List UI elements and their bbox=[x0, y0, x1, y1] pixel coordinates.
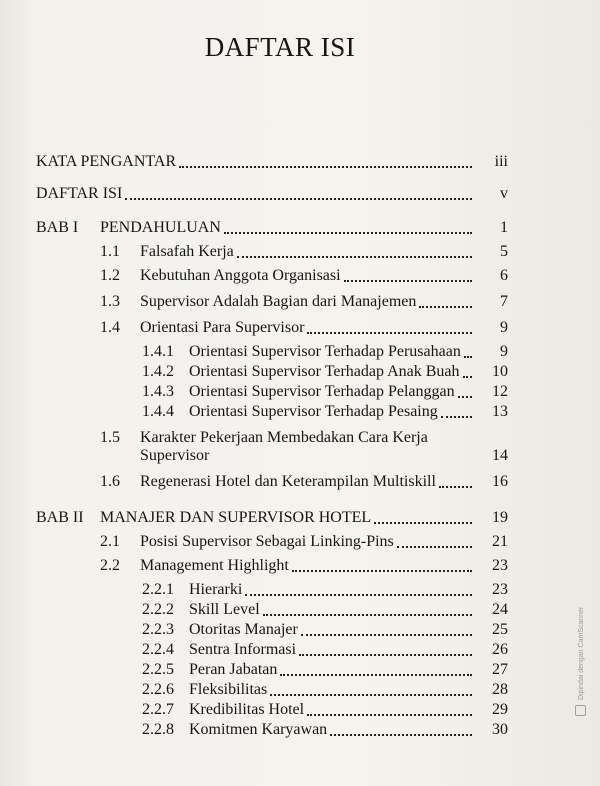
leader-dots bbox=[179, 166, 472, 168]
chapter-entry bbox=[100, 218, 508, 238]
toc-label: Fleksibilitas bbox=[189, 681, 268, 698]
subsection-number: 2.2.8 bbox=[142, 721, 174, 738]
leader-dots bbox=[463, 376, 472, 378]
toc-label: Falsafah Kerja bbox=[140, 243, 234, 260]
toc-entry bbox=[140, 292, 508, 312]
toc-page: 25 bbox=[492, 621, 508, 638]
toc-label: Orientasi Supervisor Terhadap Perusahaan bbox=[189, 343, 461, 360]
leader-dots bbox=[299, 654, 472, 656]
leader-dots bbox=[344, 280, 472, 282]
section-number: 1.4 bbox=[100, 319, 120, 336]
toc-page: 1 bbox=[500, 219, 508, 236]
toc-label: Sentra Informasi bbox=[189, 641, 297, 658]
toc-page: 24 bbox=[492, 601, 508, 618]
chapter-title: MANAJER DAN SUPERVISOR HOTEL bbox=[100, 509, 372, 526]
toc-page: 19 bbox=[492, 509, 508, 526]
toc-entry bbox=[189, 720, 508, 740]
toc-label: KATA PENGANTAR bbox=[36, 153, 177, 170]
toc-entry bbox=[189, 620, 508, 640]
leader-dots bbox=[330, 734, 472, 736]
leader-dots bbox=[307, 332, 472, 334]
leader-dots bbox=[263, 614, 472, 616]
toc-entry bbox=[189, 362, 508, 382]
toc-page: v bbox=[500, 185, 508, 202]
toc-entry bbox=[189, 402, 508, 422]
toc-page: 21 bbox=[492, 533, 508, 550]
toc-page: 26 bbox=[492, 641, 508, 658]
toc-label: Orientasi Supervisor Terhadap Anak Buah bbox=[189, 363, 460, 380]
toc-label: Orientasi Supervisor Terhadap Pelanggan bbox=[189, 383, 455, 400]
toc-entry bbox=[36, 152, 508, 172]
section-number: 2.1 bbox=[100, 533, 120, 550]
toc-page: 10 bbox=[492, 363, 508, 380]
camscanner-icon bbox=[575, 705, 586, 716]
leader-dots bbox=[292, 570, 472, 572]
toc-page: 14 bbox=[492, 447, 508, 464]
toc-label: DAFTAR ISI bbox=[36, 185, 123, 202]
toc-entry bbox=[140, 318, 508, 338]
leader-dots bbox=[439, 486, 472, 488]
toc-page: 9 bbox=[500, 319, 508, 336]
toc-entry bbox=[189, 660, 508, 680]
leader-dots bbox=[374, 522, 472, 524]
toc-entry bbox=[140, 266, 508, 286]
chapter-number: BAB I bbox=[36, 219, 79, 236]
toc-entry bbox=[140, 472, 508, 492]
section-number: 1.3 bbox=[100, 293, 120, 310]
leader-dots bbox=[245, 594, 472, 596]
toc-page: 13 bbox=[492, 403, 508, 420]
toc-label-line2: Supervisor bbox=[140, 447, 210, 464]
toc-page: 30 bbox=[492, 721, 508, 738]
chapter-title: PENDAHULUAN bbox=[100, 219, 221, 236]
subsection-number: 1.4.1 bbox=[142, 343, 174, 360]
toc-entry bbox=[36, 184, 508, 204]
toc-entry bbox=[189, 680, 508, 700]
toc-label: Skill Level bbox=[189, 601, 260, 618]
toc-entry bbox=[189, 600, 508, 620]
toc-label: Hierarki bbox=[189, 581, 243, 598]
toc-page: 7 bbox=[500, 293, 508, 310]
toc-entry bbox=[189, 640, 508, 660]
chapter-number: BAB II bbox=[36, 509, 84, 526]
toc-label: Posisi Supervisor Sebagai Linking-Pins bbox=[140, 533, 394, 550]
section-number: 1.1 bbox=[100, 243, 120, 260]
toc-label: Otoritas Manajer bbox=[189, 621, 298, 638]
leader-dots bbox=[301, 634, 472, 636]
subsection-number: 1.4.2 bbox=[142, 363, 174, 380]
leader-dots bbox=[464, 356, 472, 358]
leader-dots bbox=[397, 546, 472, 548]
toc-label: Orientasi Supervisor Terhadap Pesaing bbox=[189, 403, 438, 420]
toc-label: Kredibilitas Hotel bbox=[189, 701, 305, 718]
toc-page: 9 bbox=[500, 343, 508, 360]
toc-label: Kebutuhan Anggota Organisasi bbox=[140, 267, 341, 284]
subsection-number: 2.2.4 bbox=[142, 641, 174, 658]
subsection-number: 2.2.5 bbox=[142, 661, 174, 678]
toc-entry bbox=[189, 700, 508, 720]
toc-page: 6 bbox=[500, 267, 508, 284]
toc-page: 16 bbox=[492, 473, 508, 490]
toc-page: 23 bbox=[492, 557, 508, 574]
toc-label: Komitmen Karyawan bbox=[189, 721, 328, 738]
leader-dots bbox=[419, 306, 472, 308]
page-title: DAFTAR ISI bbox=[204, 32, 356, 62]
toc-label: Peran Jabatan bbox=[189, 661, 278, 678]
subsection-number: 1.4.4 bbox=[142, 403, 174, 420]
subsection-number: 2.2.3 bbox=[142, 621, 174, 638]
scanner-watermark: Dipindai dengan CamScanner bbox=[578, 606, 585, 700]
subsection-number: 2.2.6 bbox=[142, 681, 174, 698]
toc-page: 12 bbox=[492, 383, 508, 400]
subsection-number: 2.2.1 bbox=[142, 581, 174, 598]
toc-page: 28 bbox=[492, 681, 508, 698]
toc-label-line1: Karakter Pekerjaan Membedakan Cara Kerja bbox=[140, 429, 428, 446]
leader-dots bbox=[125, 198, 472, 200]
section-number: 2.2 bbox=[100, 557, 120, 574]
leader-dots bbox=[441, 416, 472, 418]
toc-label: Supervisor Adalah Bagian dari Manajemen bbox=[140, 293, 417, 310]
toc-page: 27 bbox=[492, 661, 508, 678]
leader-dots bbox=[270, 694, 472, 696]
leader-dots bbox=[237, 256, 472, 258]
leader-dots bbox=[280, 674, 472, 676]
toc-page: 29 bbox=[492, 701, 508, 718]
subsection-number: 1.4.3 bbox=[142, 383, 174, 400]
leader-dots bbox=[224, 232, 472, 234]
toc-page: 5 bbox=[500, 243, 508, 260]
section-number: 1.6 bbox=[100, 473, 120, 490]
section-number: 1.5 bbox=[100, 429, 120, 446]
toc-entry bbox=[189, 382, 508, 402]
section-number: 1.2 bbox=[100, 267, 120, 284]
chapter-entry bbox=[100, 508, 508, 528]
toc-entry bbox=[189, 342, 508, 362]
subsection-number: 2.2.2 bbox=[142, 601, 174, 618]
subsection-number: 2.2.7 bbox=[142, 701, 174, 718]
toc-entry bbox=[140, 532, 508, 552]
toc-entry bbox=[140, 242, 508, 262]
toc-label: Regenerasi Hotel dan Keterampilan Multiskill bbox=[140, 473, 436, 490]
toc-label: Management Highlight bbox=[140, 557, 289, 574]
leader-dots bbox=[458, 396, 472, 398]
toc-entry bbox=[140, 556, 508, 576]
leader-dots bbox=[307, 714, 472, 716]
toc-page: 23 bbox=[492, 581, 508, 598]
toc-label: Orientasi Para Supervisor bbox=[140, 319, 305, 336]
toc-page: iii bbox=[494, 153, 508, 170]
toc-entry bbox=[189, 580, 508, 600]
